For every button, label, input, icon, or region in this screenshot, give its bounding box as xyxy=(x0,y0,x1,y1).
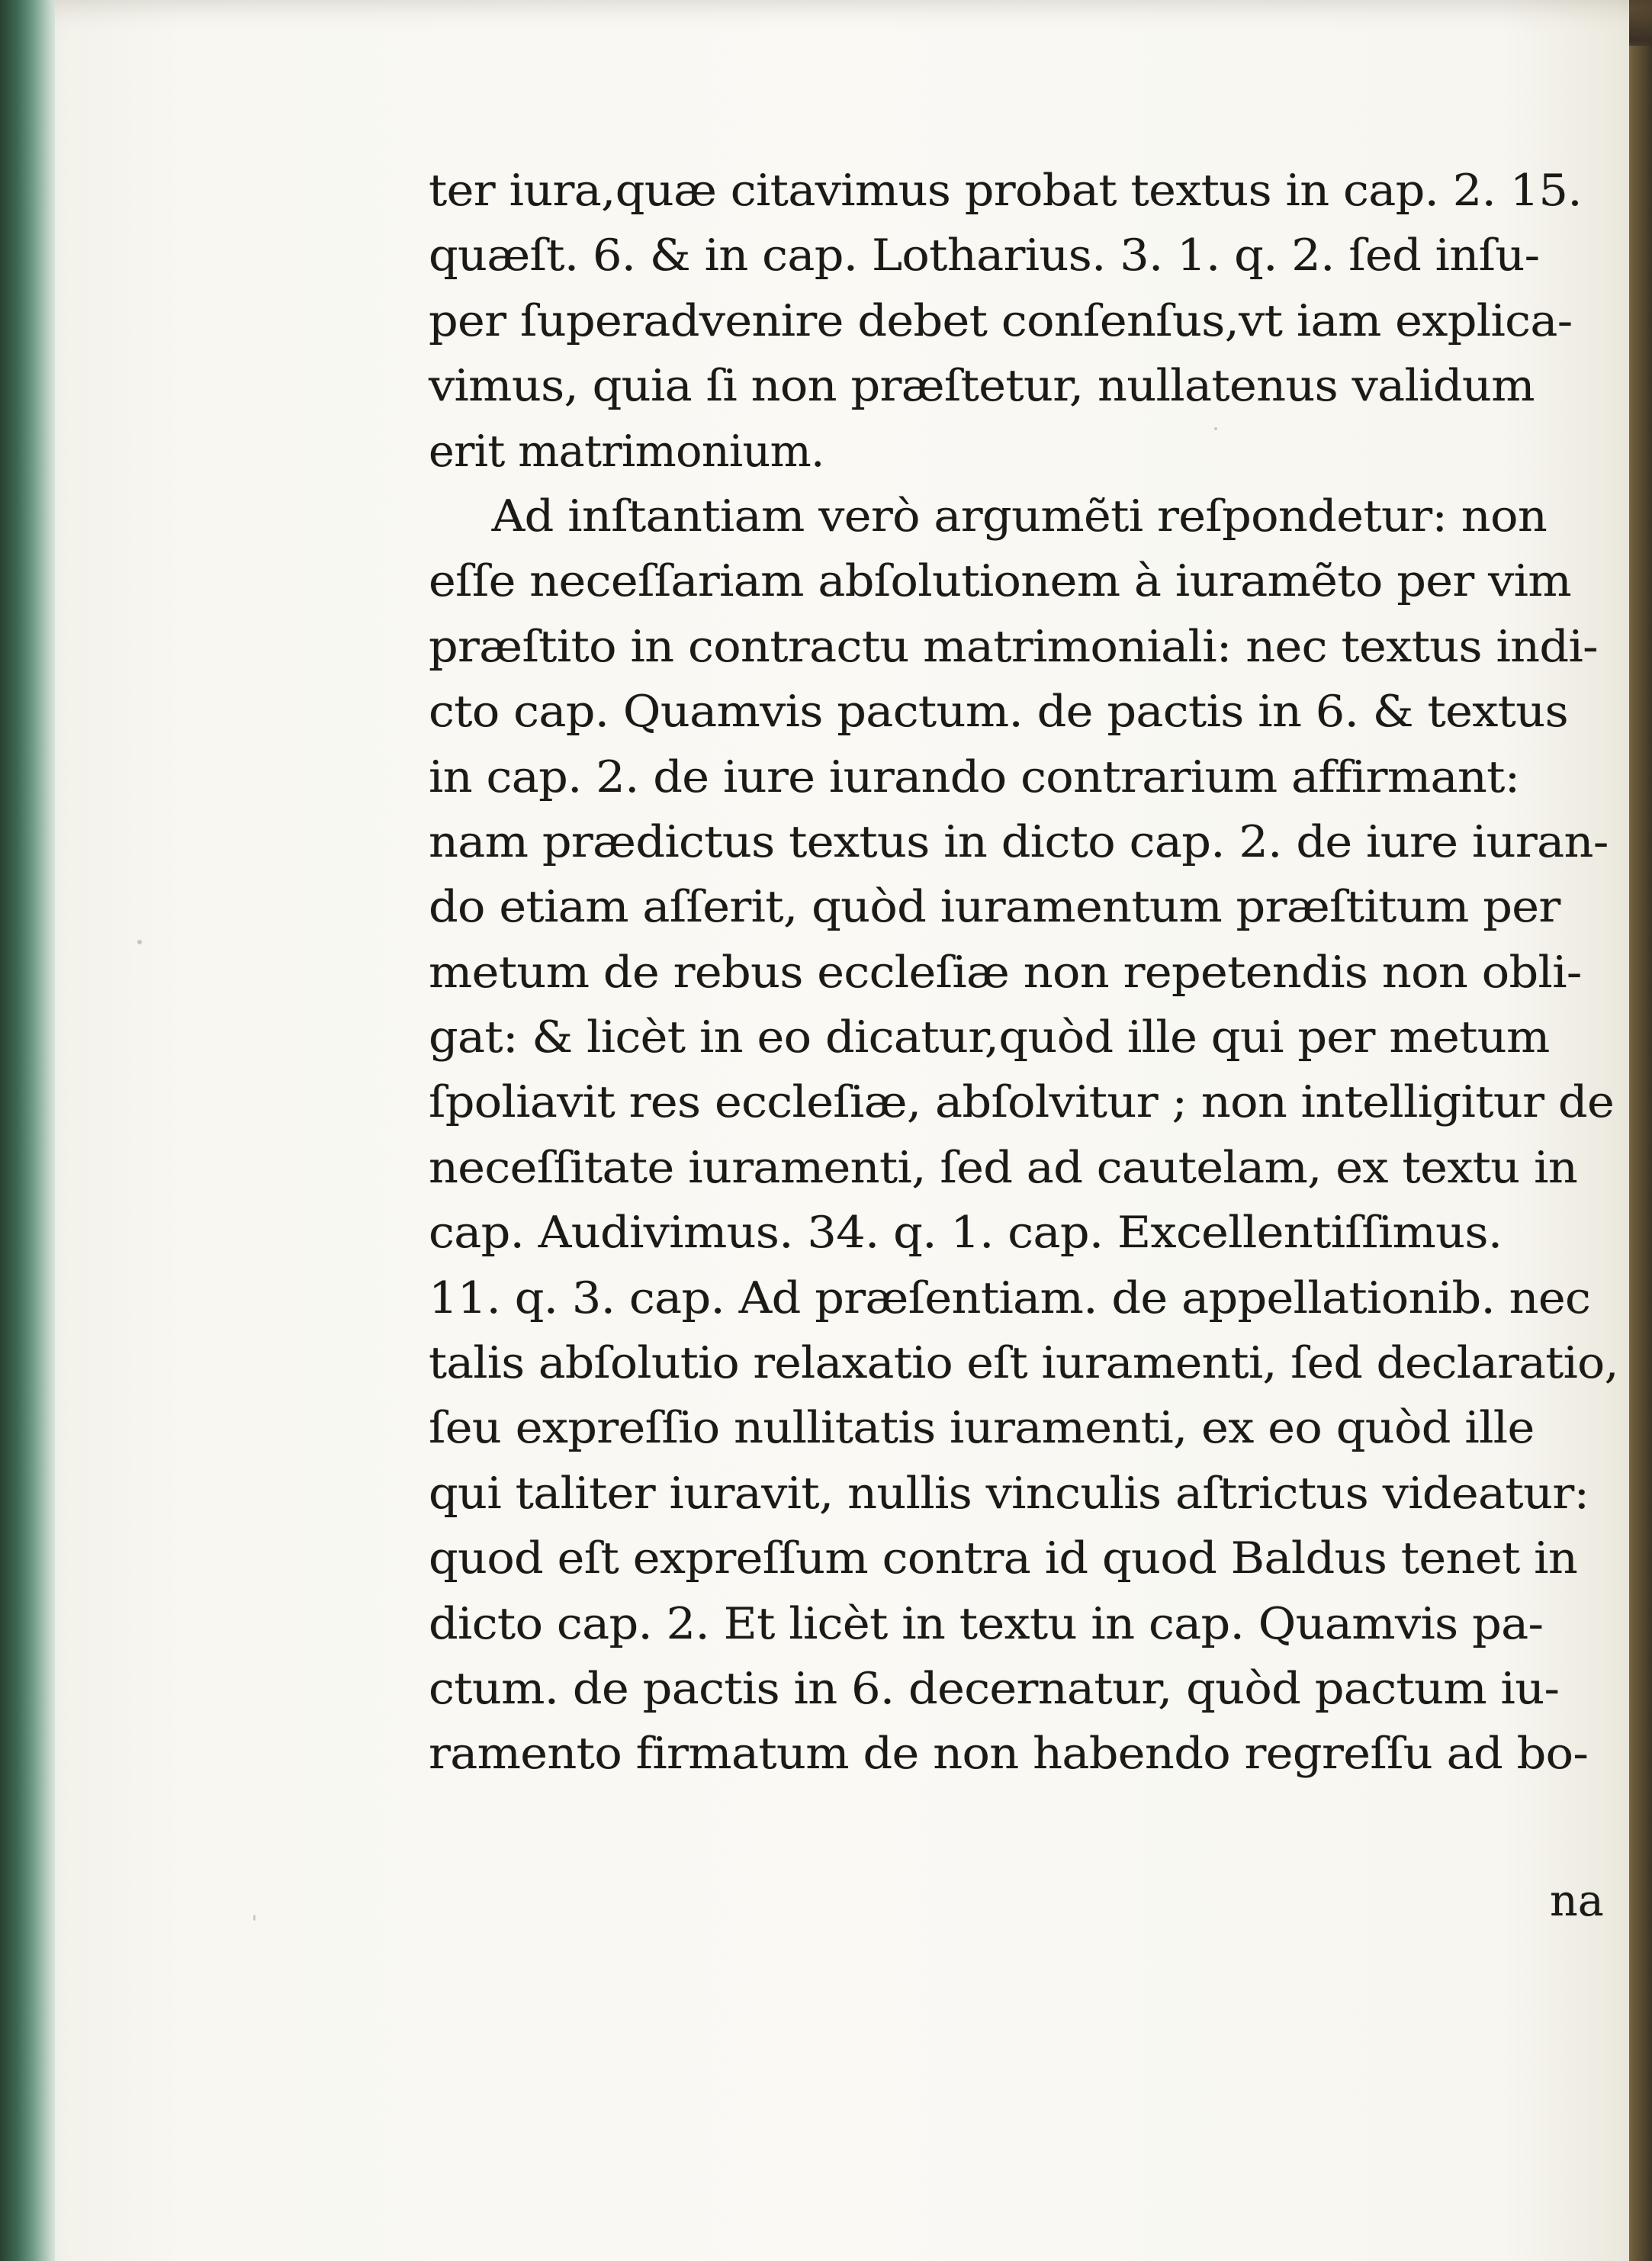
text-line: 11. q. 3. cap. Ad præſentiam. de appellationib. nec xyxy=(429,1272,1591,1323)
text-line: cap. Audivimus. 34. q. 1. cap. Excellentiſſimus. xyxy=(429,1208,1503,1259)
text-line: quæſt. 6. & in cap. Lotharius. 3. 1. q. 2. ſed inſu- xyxy=(429,230,1540,281)
text-line: præſtito in contractu matrimoniali: nec textus indi- xyxy=(429,621,1598,672)
text-line: do etiam aſſerit, quòd iuramentum præſtitum per xyxy=(429,882,1560,933)
text-line: talis abſolutio relaxatio eſt iuramenti, ſed declaratio, xyxy=(429,1338,1618,1389)
text-line: erit matrimonium. xyxy=(429,426,824,477)
text-line: metum de rebus eccleſiæ non repetendis non obli- xyxy=(429,947,1582,998)
text-line: qui taliter iuravit, nullis vinculis aſtrictus videatur: xyxy=(429,1468,1589,1519)
text-line: dicto cap. 2. Et licèt in textu in cap. Quamvis pa- xyxy=(429,1598,1544,1649)
catchword: na xyxy=(1550,1876,1604,1926)
text-line: vimus, quia ſi non præſtetur, nullatenus validum xyxy=(429,361,1535,412)
text-line: ſeu expreſſio nullitatis iuramenti, ex eo quòd ille xyxy=(429,1403,1535,1454)
text-line: quod eſt expreſſum contra id quod Baldus tenet in xyxy=(429,1533,1578,1584)
page xyxy=(55,0,1629,2261)
paper-speck xyxy=(253,1915,256,1921)
text-line: ter iura,quæ citavimus probat textus in cap. 2. 15. xyxy=(429,166,1582,216)
paper-speck xyxy=(137,940,142,944)
book-edge-left xyxy=(0,0,59,2261)
text-block xyxy=(429,159,1618,1787)
text-line: ramento firmatum de non habendo regreſſu ad bo- xyxy=(429,1729,1589,1780)
text-line: ſpoliavit res eccleſiæ, abſolvitur ; non intelligitur de xyxy=(429,1077,1615,1128)
text-line: ctum. de pactis in 6. decernatur, quòd pactum iu- xyxy=(429,1663,1560,1714)
text-line: gat: & licèt in eo dicatur,quòd ille qui per metum xyxy=(429,1012,1550,1063)
text-line: in cap. 2. de iure iurando contrarium affirmant: xyxy=(429,751,1520,802)
text-line: eſſe neceſſariam abſolutionem à iuramẽto per vim xyxy=(429,556,1572,607)
paragraph-start-line: Ad inſtantiam verò argumẽti reſpondetur: non xyxy=(491,490,1548,542)
text-line: cto cap. Quamvis pactum. de pactis in 6. & textus xyxy=(429,687,1568,738)
text-line: nam prædictus textus in dicto cap. 2. de iure iuran- xyxy=(429,816,1609,867)
text-line: per ſuperadvenire debet conſenſus,vt iam explica- xyxy=(429,295,1573,346)
text-line: neceſſitate iuramenti, ſed ad cautelam, ex textu in xyxy=(429,1142,1578,1193)
